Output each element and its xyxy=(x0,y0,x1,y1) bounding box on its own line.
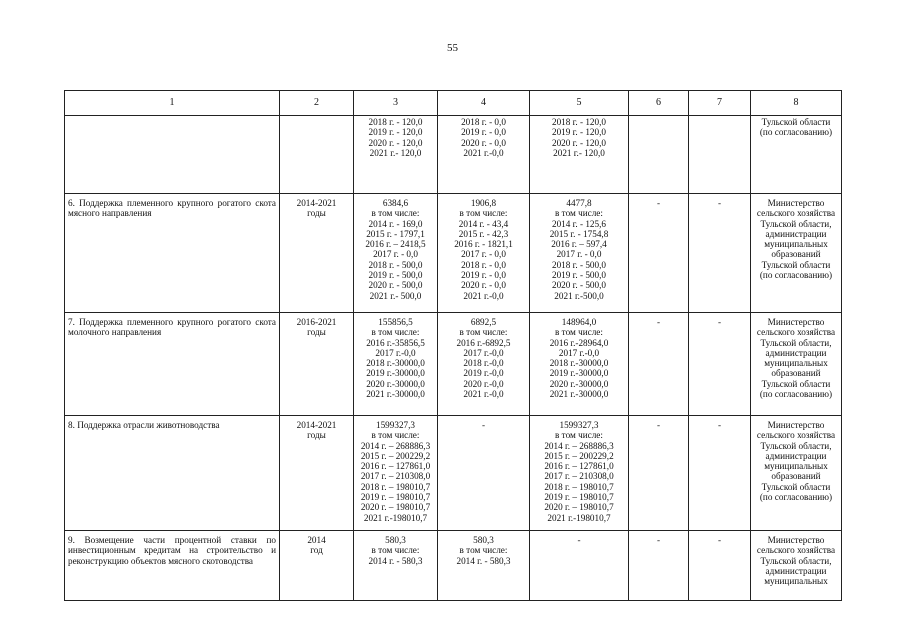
header-cell: 6 xyxy=(629,91,689,116)
period-cell xyxy=(280,416,354,531)
funding-line: в том числе: xyxy=(371,545,420,556)
funding-line: 2021 г.- 120,0 xyxy=(553,147,605,158)
funding-value: - xyxy=(717,198,722,208)
funding-line: 6384,6 xyxy=(382,198,409,208)
local-funding-cell xyxy=(629,194,689,313)
extrabudgetary-funding-cell xyxy=(689,194,751,313)
funding-line: 2015 г. - 42,3 xyxy=(458,228,509,239)
header-cell: 4 xyxy=(438,91,530,116)
period-text: 2014-2021 годы xyxy=(296,420,337,441)
funding-line: 2020 г. – 198010,7 xyxy=(360,502,431,513)
executor-cell xyxy=(751,416,842,531)
local-funding-cell xyxy=(629,313,689,416)
total-funding-cell xyxy=(354,116,438,194)
funding-line: - xyxy=(577,535,581,545)
funding-line: 2016 г.-6892,5 xyxy=(456,337,511,348)
measure-name: 8. Поддержка отрасли животноводства xyxy=(68,420,220,430)
funding-line: 2017 г. - 0,0 xyxy=(373,249,418,260)
funding-line: 2018 г. – 198010,7 xyxy=(360,481,431,492)
local-funding-cell xyxy=(629,531,689,601)
extrabudgetary-funding-cell xyxy=(689,531,751,601)
funding-line: 2021 г.-500,0 xyxy=(554,290,604,301)
executor-cell xyxy=(751,531,842,601)
funding-line: в том числе: xyxy=(459,208,508,219)
funding-line: 2020 г.-0,0 xyxy=(463,378,504,389)
funding-line: 2014 г. – 268886,3 xyxy=(360,440,431,451)
executor-cell xyxy=(751,194,842,313)
funding-line: 2021 г.-0,0 xyxy=(463,147,504,158)
federal-funding-cell xyxy=(438,313,530,416)
funding-line: 1599327,3 xyxy=(559,420,599,430)
funding-line: 2021 г.-198010,7 xyxy=(547,512,611,523)
funding-line: 2018 г.-0,0 xyxy=(463,358,504,369)
funding-line: 2014 г. - 580,3 xyxy=(456,555,511,566)
local-funding-cell xyxy=(629,116,689,194)
funding-line: в том числе: xyxy=(459,327,508,338)
header-cell: 1 xyxy=(65,91,280,116)
header-cell: 2 xyxy=(280,91,354,116)
funding-line: 2016 г. – 127861,0 xyxy=(544,461,614,472)
funding-line: 2020 г. - 120,0 xyxy=(368,137,423,148)
funding-line: в том числе: xyxy=(555,430,603,441)
period-cell xyxy=(280,313,354,416)
federal-funding-cell xyxy=(438,116,530,194)
funding-line: в том числе: xyxy=(459,545,508,556)
funding-line: 2019 г. - 500,0 xyxy=(551,270,607,281)
measure-name-cell xyxy=(65,531,280,601)
regional-funding-cell xyxy=(530,116,629,194)
period-text: 2014-2021 годы xyxy=(296,198,337,219)
extrabudgetary-funding-cell xyxy=(689,416,751,531)
funding-line: в том числе: xyxy=(371,208,420,219)
total-funding-cell xyxy=(354,194,438,313)
funding-value: - xyxy=(717,317,722,327)
funding-line: 2018 г. - 120,0 xyxy=(551,117,607,127)
table-row xyxy=(65,313,842,416)
federal-funding-cell xyxy=(438,194,530,313)
funding-line: 2018 г. - 120,0 xyxy=(368,117,423,127)
funding-line: 6892,5 xyxy=(470,317,497,327)
period-cell xyxy=(280,531,354,601)
funding-line: 1599327,3 xyxy=(375,420,416,430)
funding-line: 2016 г. - 1821,1 xyxy=(454,239,513,250)
period-text: 2014 год xyxy=(307,535,326,556)
funding-line: 2015 г. - 1797,1 xyxy=(366,228,425,239)
funding-line: 155856,5 xyxy=(378,317,413,327)
funding-line: 2018 г. - 0,0 xyxy=(461,117,506,127)
measure-name-cell xyxy=(65,416,280,531)
funding-line: 2019 г.-30000,0 xyxy=(366,368,425,379)
federal-funding-cell xyxy=(438,416,530,531)
regional-funding-cell xyxy=(530,531,629,601)
extrabudgetary-funding-cell xyxy=(689,116,751,194)
executor-cell xyxy=(751,116,842,194)
funding-line: в том числе: xyxy=(371,430,420,441)
funding-line: 2018 г. - 500,0 xyxy=(551,259,607,270)
funding-line: 2021 г.-198010,7 xyxy=(363,512,428,523)
funding-line: 2020 г. - 500,0 xyxy=(551,280,607,291)
funding-line: 2016 г. – 127861,0 xyxy=(360,461,431,472)
funding-line: 2019 г. - 500,0 xyxy=(368,270,423,281)
table-row xyxy=(65,194,842,313)
funding-line: 2014 г. – 268886,3 xyxy=(544,440,614,451)
funding-line: 580,3 xyxy=(385,535,406,545)
funding-line: 4477,8 xyxy=(566,198,592,208)
funding-line: 2017 г.-0,0 xyxy=(375,347,416,358)
funding-line: 2021 г.-30000,0 xyxy=(549,389,609,400)
funding-line: 148964,0 xyxy=(561,317,597,327)
header-cell: 8 xyxy=(751,91,842,116)
funding-line: в том числе: xyxy=(555,327,603,338)
total-funding-cell xyxy=(354,531,438,601)
funding-line: 2015 г. – 200229,2 xyxy=(360,450,431,461)
funding-line: 2014 г. - 169,0 xyxy=(368,218,423,229)
funding-line: 2019 г. - 120,0 xyxy=(551,127,607,138)
executor-text: Министерство сельского хозяйства Тульской области, администрации муниципальных образований Тульской области (по согласованию) xyxy=(756,420,836,503)
measure-name-cell xyxy=(65,116,280,194)
period-text: 2016-2021 годы xyxy=(296,317,337,338)
local-funding-cell xyxy=(629,416,689,531)
page-number: 55 xyxy=(447,42,458,54)
funding-line: 2020 г. - 120,0 xyxy=(551,137,607,148)
funding-line: в том числе: xyxy=(371,327,420,338)
funding-line: 2016 г.-28964,0 xyxy=(549,337,609,348)
funding-line: 2020 г.-30000,0 xyxy=(549,378,609,389)
funding-line: 2019 г. – 198010,7 xyxy=(544,492,614,503)
executor-text: Министерство сельского хозяйства Тульской области, администрации муниципальных образований Тульской области (по согласованию) xyxy=(756,198,836,281)
regional-funding-cell xyxy=(530,313,629,416)
period-cell xyxy=(280,194,354,313)
executor-text: Министерство сельского хозяйства Тульской области, администрации муниципальных образований Тульской области (по согласованию) xyxy=(756,317,836,400)
funding-value: - xyxy=(656,198,661,208)
funding-line: 2019 г. - 0,0 xyxy=(461,270,506,281)
table-row xyxy=(65,416,842,531)
regional-funding-cell xyxy=(530,416,629,531)
table-row xyxy=(65,531,842,601)
funding-value: - xyxy=(656,420,661,430)
executor-text: Тульской области (по согласованию) xyxy=(759,117,833,138)
table-row xyxy=(65,116,842,194)
funding-line: - xyxy=(481,420,486,430)
funding-line: 2021 г.- 120,0 xyxy=(369,147,422,158)
funding-line: 2014 г. - 125,6 xyxy=(551,218,607,229)
funding-value: - xyxy=(717,535,722,545)
measure-name-cell xyxy=(65,194,280,313)
federal-funding-cell xyxy=(438,531,530,601)
funding-line: 2021 г.-0,0 xyxy=(463,290,504,301)
measure-name: 6. Поддержка племенного крупного рогатого скота мясного направления xyxy=(68,198,276,219)
funding-line: 2021 г.-30000,0 xyxy=(366,389,425,400)
funding-line: 2019 г.-0,0 xyxy=(463,368,504,379)
funding-line: 2018 г. - 0,0 xyxy=(461,259,506,270)
funding-line: 2017 г.-0,0 xyxy=(558,347,600,358)
funding-line: 2016 г. – 2418,5 xyxy=(365,239,426,250)
total-funding-cell xyxy=(354,416,438,531)
funding-line: 2020 г. - 0,0 xyxy=(461,280,506,291)
funding-line: 2018 г. - 500,0 xyxy=(368,259,423,270)
funding-value: - xyxy=(656,535,661,545)
funding-line: 2018 г.-30000,0 xyxy=(549,358,609,369)
funding-line: 580,3 xyxy=(473,535,494,545)
period-cell xyxy=(280,116,354,194)
funding-line: 2021 г.- 500,0 xyxy=(369,290,422,301)
funding-line: 2019 г. - 120,0 xyxy=(368,127,423,138)
funding-line: 2020 г. - 0,0 xyxy=(461,137,506,148)
funding-line: 2017 г. – 210308,0 xyxy=(360,471,431,482)
funding-line: 2017 г. - 0,0 xyxy=(556,249,602,260)
funding-line: 2014 г. - 43,4 xyxy=(458,218,509,229)
executor-text: Министерство сельского хозяйства Тульской области, администрации муниципальных xyxy=(756,535,836,587)
funding-line: 2018 г. – 198010,7 xyxy=(544,481,614,492)
funding-line: 2020 г. – 198010,7 xyxy=(544,502,614,513)
funding-line: в том числе: xyxy=(555,208,603,219)
funding-value: - xyxy=(656,317,661,327)
funding-line: 2017 г. – 210308,0 xyxy=(544,471,614,482)
funding-line: 2016 г. – 597,4 xyxy=(551,239,607,250)
measure-name: 7. Поддержка племенного крупного рогатого скота молочного направления xyxy=(68,317,276,338)
funding-line: 2017 г.-0,0 xyxy=(463,347,504,358)
funding-line: 2015 г. – 200229,2 xyxy=(544,450,614,461)
funding-line: 2019 г.-30000,0 xyxy=(549,368,609,379)
header-cell: 7 xyxy=(689,91,751,116)
funding-line: 2015 г. - 1754,8 xyxy=(549,228,609,239)
funding-line: 2017 г. - 0,0 xyxy=(461,249,506,260)
executor-cell xyxy=(751,313,842,416)
funding-line: 2021 г.-0,0 xyxy=(463,389,504,400)
funding-line: 2019 г. – 198010,7 xyxy=(360,492,431,503)
measure-name-cell xyxy=(65,313,280,416)
extrabudgetary-funding-cell xyxy=(689,313,751,416)
funding-line: 2020 г. - 500,0 xyxy=(368,280,423,291)
funding-line: 1906,8 xyxy=(470,198,497,208)
header-row xyxy=(65,91,842,116)
regional-funding-cell xyxy=(530,194,629,313)
header-cell: 5 xyxy=(530,91,629,116)
funding-line: 2018 г.-30000,0 xyxy=(366,358,425,369)
header-cell: 3 xyxy=(354,91,438,116)
funding-line: 2019 г. - 0,0 xyxy=(461,127,506,138)
funding-line: 2016 г.-35856,5 xyxy=(366,337,425,348)
funding-value: - xyxy=(717,420,722,430)
funding-line: 2020 г.-30000,0 xyxy=(366,378,425,389)
funding-line: 2014 г. - 580,3 xyxy=(368,555,423,566)
measure-name: 9. Возмещение части процентной ставки по инвестиционным кредитам на строительство и реконструкцию объектов мясного скотоводства xyxy=(68,535,276,566)
program-table xyxy=(64,90,842,601)
total-funding-cell xyxy=(354,313,438,416)
